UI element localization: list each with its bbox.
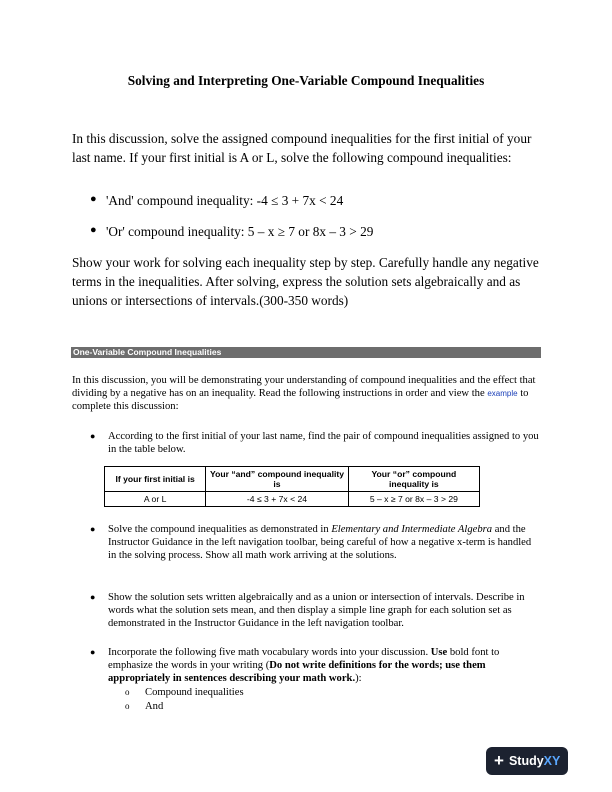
- studyxy-logo: [486, 747, 568, 775]
- list-item-text: Incorporate the following five math vocabulary words into your discussion.: [108, 647, 431, 658]
- page-title: Solving and Interpreting One-Variable Compound Inequalities: [127, 73, 485, 88]
- list-item-text: According to the first initial of your last name, find the pair of compound inequalities assigned to you in the table below.: [108, 431, 539, 456]
- vocab-item: [125, 700, 164, 713]
- bullet-icon: ●: [90, 431, 96, 441]
- logo-brand-accent: XY: [543, 754, 561, 768]
- discussion-intro-text-end: to complete this discussion:: [72, 388, 529, 413]
- discussion-intro-text: In this discussion, you will be demonstrating your understanding of compound inequalities and the effect that dividing by a negative has on an inequality. Read the following instructions in order and view the: [72, 375, 536, 400]
- book-title: Elementary and Intermediate Algebra: [331, 524, 493, 535]
- bullet-or-inequality: [90, 224, 374, 240]
- vocab-text: Compound inequalities: [145, 687, 244, 698]
- circle-bullet-icon: o: [125, 687, 130, 697]
- table-row: [105, 492, 480, 507]
- bullet-text: 'And' compound inequality: -4 ≤ 3 + 7x < 24: [106, 193, 344, 208]
- bullet-icon: ●: [90, 193, 97, 205]
- logo-text: [509, 747, 560, 775]
- list-item-text-end: ):: [355, 673, 362, 685]
- bullet-icon: ●: [90, 224, 97, 236]
- bullet-text: 'Or' compound inequality: 5 – x ≥ 7 or 8x – 3 > 29: [106, 224, 374, 239]
- table-cell: 5 – x ≥ 7 or 8x – 3 > 29: [348, 492, 479, 507]
- bullet-icon: ●: [90, 647, 96, 657]
- table-header-cell: If your first initial is: [105, 467, 206, 492]
- table-cell: A or L: [105, 492, 206, 507]
- table-header-cell: Your “and” compound inequality is: [206, 467, 349, 492]
- bullet-icon: ●: [90, 592, 96, 602]
- table-header-cell: Your “or” compound inequality is: [348, 467, 479, 492]
- list-item-text-mid: bold font to emphasize the words in your writing (: [108, 647, 500, 672]
- vocab-text: And: [145, 701, 164, 712]
- example-link[interactable]: example: [487, 389, 518, 399]
- list-item: [90, 523, 540, 563]
- logo-brand: Study: [508, 754, 544, 768]
- list-item-text: Solve the compound inequalities as demonstrated in: [108, 524, 332, 535]
- table-cell: -4 ≤ 3 + 7x < 24: [206, 492, 349, 507]
- intro-paragraph: In this discussion, solve the assigned compound inequalities for the first initial of your last name. If your first initial is A or L, solve the following compound inequalities:: [72, 131, 532, 165]
- list-item: [90, 430, 540, 456]
- list-item-text-end: and the Instructor Guidance in the left navigation toolbar, being careful of how a negative x-term is handled in the solving process. Show all math work arriving at the solutions.: [108, 524, 532, 562]
- plus-icon: +: [494, 751, 504, 770]
- assignment-table: [104, 466, 480, 507]
- instructions-paragraph: Show your work for solving each inequality step by step. Carefully handle any negative terms in the inequalities. After solving, express the solution sets algebraically and as unions or intersections of intervals.(300-350 words): [72, 255, 539, 308]
- bold-instruction: Do not write definitions for the words; use them appropriately in sentences describing your math work.: [108, 660, 486, 685]
- vocab-item: [125, 686, 244, 699]
- bullet-and-inequality: [90, 193, 344, 209]
- use-bold: Use: [430, 647, 448, 658]
- circle-bullet-icon: o: [125, 701, 130, 711]
- list-item-text: Show the solution sets written algebraically and as a union or intersection of intervals. Describe in words what the solution sets mean, and then display a simple line graph for each solution set as demonstrated in the Instructor Guidance in the left navigation toolbar.: [108, 592, 525, 630]
- list-item: [90, 646, 540, 686]
- discussion-intro: [72, 374, 540, 414]
- bullet-icon: ●: [90, 524, 96, 534]
- section-header: One-Variable Compound Inequalities: [71, 347, 541, 358]
- table-header-row: [105, 467, 480, 492]
- list-item: [90, 591, 540, 631]
